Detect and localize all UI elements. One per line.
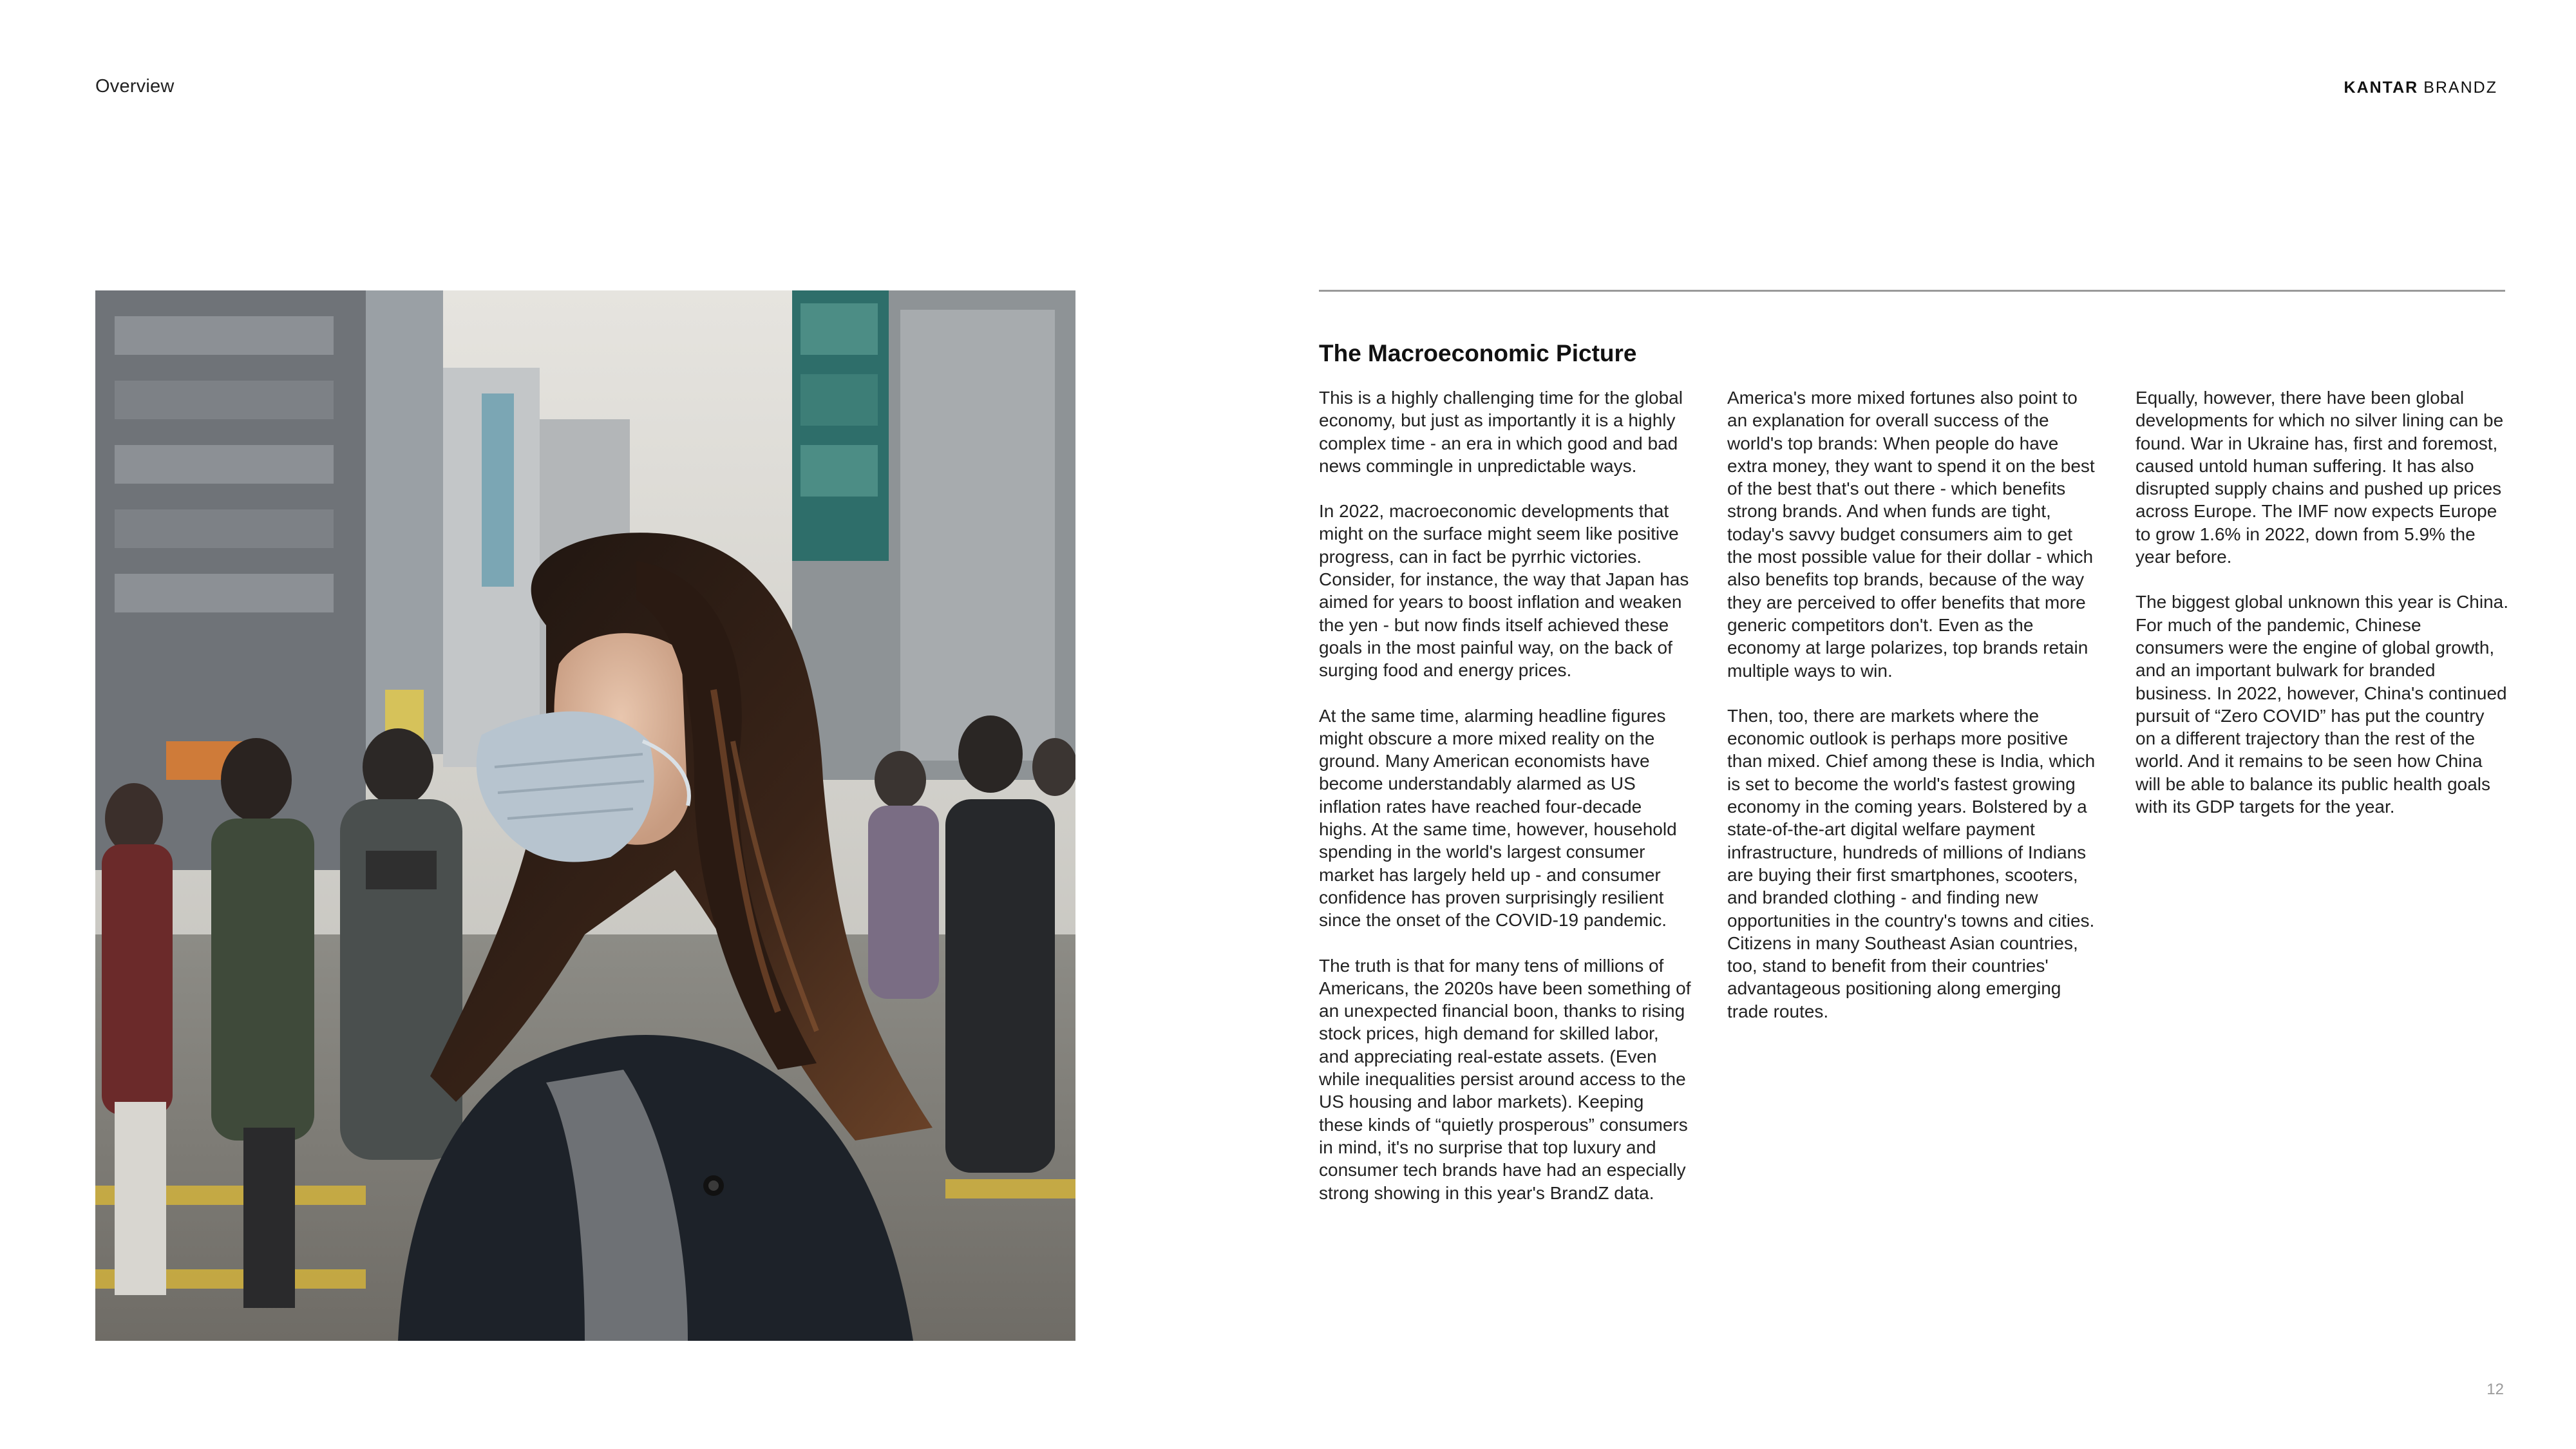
article-title: The Macroeconomic Picture: [1319, 340, 1637, 366]
street-photo: [95, 290, 1075, 1341]
paragraph: At the same time, alarming headline figures might obscure a more mixed reality on the ground. Many American economists have become understandably alarmed as US inflation rates have reached four-decade highs. At the same time, however, household spending in the world's largest consumer market has largely held up - and consumer confidence has proven surprisingly resilient since the onset of the COVID-19 pandemic.: [1319, 705, 1677, 931]
paragraph: Equally, however, there have been global developments for which no silver lining can be found. War in Ukraine has, first and foremost, caused untold human suffering. It has also disrupted supply chains and pushed up prices across Europe. The IMF now expects Europe to grow 1.6% in 2022, down from 5.9% the year before.: [2136, 388, 2504, 567]
page-number: 12: [2486, 1381, 2504, 1398]
text-column-1: [1319, 386, 1692, 1227]
brand-secondary: BRANDZ: [2423, 79, 2497, 97]
brand-logo: [2344, 79, 2497, 97]
paragraph: The biggest global unknown this year is China. For much of the pandemic, Chinese consumers were the engine of global growth, and an important bulwark for branded business. In 2022, however, China's continued pursuit of “Zero COVID” has put the country on a different trajectory than the rest of the world. And it remains to be seen how China will be able to balance its public health goals with its GDP targets for the year.: [2136, 592, 2509, 817]
header-rule: [1319, 290, 2505, 292]
paragraph: America's more mixed fortunes also point to an explanation for overall success of the world's top brands: When people do have extra money, they want to spend it on the best of the best that's out there - which benefits strong brands. And when funds are tight, today's savvy budget consumers aim to get the most possible value for their dollar - which also benefits top brands, because of the way they are perceived to offer benefits that more generic competitors don't. Even as the economy at large polarizes, top brands retain multiple ways to win.: [1727, 388, 2095, 681]
paragraph: Then, too, there are markets where the economic outlook is perhaps more positive than mixed. Chief among these is India, which is set to become the world's fastest growing economy in the coming years. Bolstered by a state-of-the-art digital welfare payment infrastructure, hundreds of millions of Indians are buying their first smartphones, scooters, and branded clothing - and finding new opportunities in the country's towns and cities. Citizens in many Southeast Asian countries, too, stand to benefit from their countries' advantageous positioning along emerging trade routes.: [1727, 705, 2096, 1021]
text-column-3: [2136, 386, 2509, 840]
text-column-2: [1727, 386, 2101, 1045]
paragraph: This is a highly challenging time for the global economy, but just as importantly it is a highly complex time - an era in which good and bad news commingle in unpredictable ways.: [1319, 388, 1683, 476]
paragraph: In 2022, macroeconomic developments that might on the surface might seem like positive progress, can in fact be pyrrhic victories. Consider, for instance, the way that Japan has aimed for years to boost inflation and weaken the yen - but now finds itself achieved these goals in the most painful way, on the back of surging food and energy prices.: [1319, 501, 1689, 681]
paragraph: The truth is that for many tens of millions of Americans, the 2020s have been something of an unexpected financial boon, thanks to rising stock prices, high demand for skilled labor, and appreciating real-estate assets. (Even while inequalities persist around access to the US housing and labor markets). Keeping these kinds of “quietly prosperous” consumers in mind, it's no surprise that top luxury and consumer tech brands have had an especially strong showing in this year's BrandZ data.: [1319, 955, 1691, 1203]
brand-primary: KANTAR: [2344, 79, 2419, 97]
section-label: Overview: [95, 76, 175, 97]
